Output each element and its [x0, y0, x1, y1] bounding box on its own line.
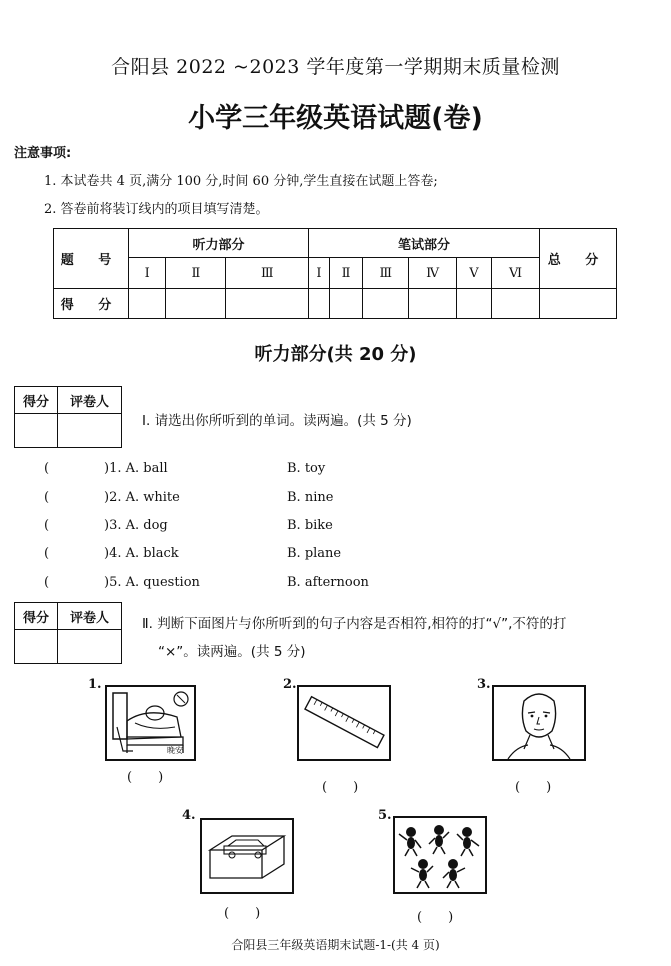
total-score-cell[interactable] — [540, 289, 617, 319]
answer-blank[interactable]: ( ) — [127, 770, 164, 785]
written-col: Ⅱ — [329, 258, 362, 289]
written-col: Ⅲ — [363, 258, 409, 289]
group-written-header: 笔试部分 — [309, 229, 540, 258]
list-item: ( )4. A. black — [44, 546, 179, 561]
exam-header: 合阳县 2022 ~2023 学年度第一学期期末质量检测 — [111, 56, 560, 78]
section-title: 听力部分(共 20 分) — [254, 344, 417, 365]
list-item: ( )5. A. question — [44, 575, 200, 590]
picture-toy-box — [200, 818, 294, 894]
picture-head — [492, 685, 586, 761]
grade-box — [14, 386, 122, 448]
score-cell[interactable] — [166, 289, 226, 319]
picture-number: 5. — [378, 808, 392, 823]
list-item: ( )3. A. dog — [44, 518, 168, 533]
listening-col: Ⅲ — [226, 258, 309, 289]
answer-blank[interactable]: ( — [44, 461, 50, 476]
page-footer: 合阳县三年级英语期末试题-1-(共 4 页) — [231, 938, 440, 952]
picture-number: 1. — [88, 677, 102, 692]
grade-box-score-label: 得分 — [15, 603, 58, 630]
grade-box-score-cell[interactable] — [15, 414, 58, 448]
note-item: 2. 答卷前将装订线内的项目填写清楚。 — [44, 202, 269, 217]
answer-blank[interactable]: ( ) — [515, 780, 552, 795]
written-col: Ⅳ — [409, 258, 457, 289]
written-col: Ⅵ — [492, 258, 540, 289]
grade-box-grader-label: 评卷人 — [58, 387, 122, 414]
group-listening-header: 听力部分 — [129, 229, 309, 258]
option-b: B. afternoon — [287, 575, 369, 590]
list-item: ( )1. A. ball — [44, 461, 168, 476]
grade-box — [14, 602, 122, 664]
row-label-score: 得 分 — [54, 289, 129, 319]
option-b: B. plane — [287, 546, 342, 561]
picture-bed — [105, 685, 196, 761]
grade-box-score-cell[interactable] — [15, 630, 58, 664]
grade-box-score-label: 得分 — [15, 387, 58, 414]
row-label-question-number: 题 号 — [54, 229, 129, 289]
picture-caption: 晚安 — [167, 746, 183, 755]
total-header: 总 分 — [540, 229, 617, 289]
answer-blank[interactable]: ( — [44, 518, 50, 533]
score-cell[interactable] — [409, 289, 457, 319]
answer-blank[interactable]: ( ) — [322, 780, 359, 795]
option-b: B. bike — [287, 518, 333, 533]
picture-number: 4. — [182, 808, 196, 823]
score-cell[interactable] — [492, 289, 540, 319]
score-cell[interactable] — [363, 289, 409, 319]
score-cell[interactable] — [226, 289, 309, 319]
exam-title: 小学三年级英语试题(卷) — [188, 103, 483, 134]
notes-heading: 注意事项: — [14, 146, 72, 161]
picture-number: 2. — [283, 677, 297, 692]
listening-col: Ⅰ — [129, 258, 166, 289]
toy-car-icon — [202, 820, 292, 892]
picture-number: 3. — [477, 677, 491, 692]
score-table — [53, 228, 617, 319]
part2-instruction-line2: “×”。读两遍。(共 5 分) — [158, 644, 306, 660]
answer-blank[interactable]: ( ) — [224, 906, 261, 921]
written-col: Ⅴ — [456, 258, 491, 289]
answer-blank[interactable]: ( ) — [417, 910, 454, 925]
score-cell[interactable] — [329, 289, 362, 319]
written-col: Ⅰ — [309, 258, 330, 289]
picture-ruler — [297, 685, 391, 761]
score-cell[interactable] — [129, 289, 166, 319]
part2-instruction-line1: Ⅱ. 判断下面图片与你所听到的句子内容是否相符,相符的打“√”,不符的打 — [142, 616, 567, 632]
note-item: 1. 本试卷共 4 页,满分 100 分,时间 60 分钟,学生直接在试题上答卷; — [44, 174, 438, 189]
head-icon — [494, 687, 584, 759]
score-cell[interactable] — [456, 289, 491, 319]
answer-blank[interactable]: ( — [44, 490, 50, 505]
list-item: ( )2. A. white — [44, 490, 180, 505]
ruler-icon — [299, 687, 389, 759]
grade-box-grader-label: 评卷人 — [58, 603, 122, 630]
part1-instruction: Ⅰ. 请选出你所听到的单词。读两遍。(共 5 分) — [142, 413, 412, 429]
picture-monkeys — [393, 816, 487, 894]
monkeys-icon — [395, 818, 485, 892]
option-b: B. toy — [287, 461, 326, 476]
listening-col: Ⅱ — [166, 258, 226, 289]
score-cell[interactable] — [309, 289, 330, 319]
grade-box-grader-cell[interactable] — [58, 414, 122, 448]
grade-box-grader-cell[interactable] — [58, 630, 122, 664]
answer-blank[interactable]: ( — [44, 575, 50, 590]
answer-blank[interactable]: ( — [44, 546, 50, 561]
option-b: B. nine — [287, 490, 334, 505]
